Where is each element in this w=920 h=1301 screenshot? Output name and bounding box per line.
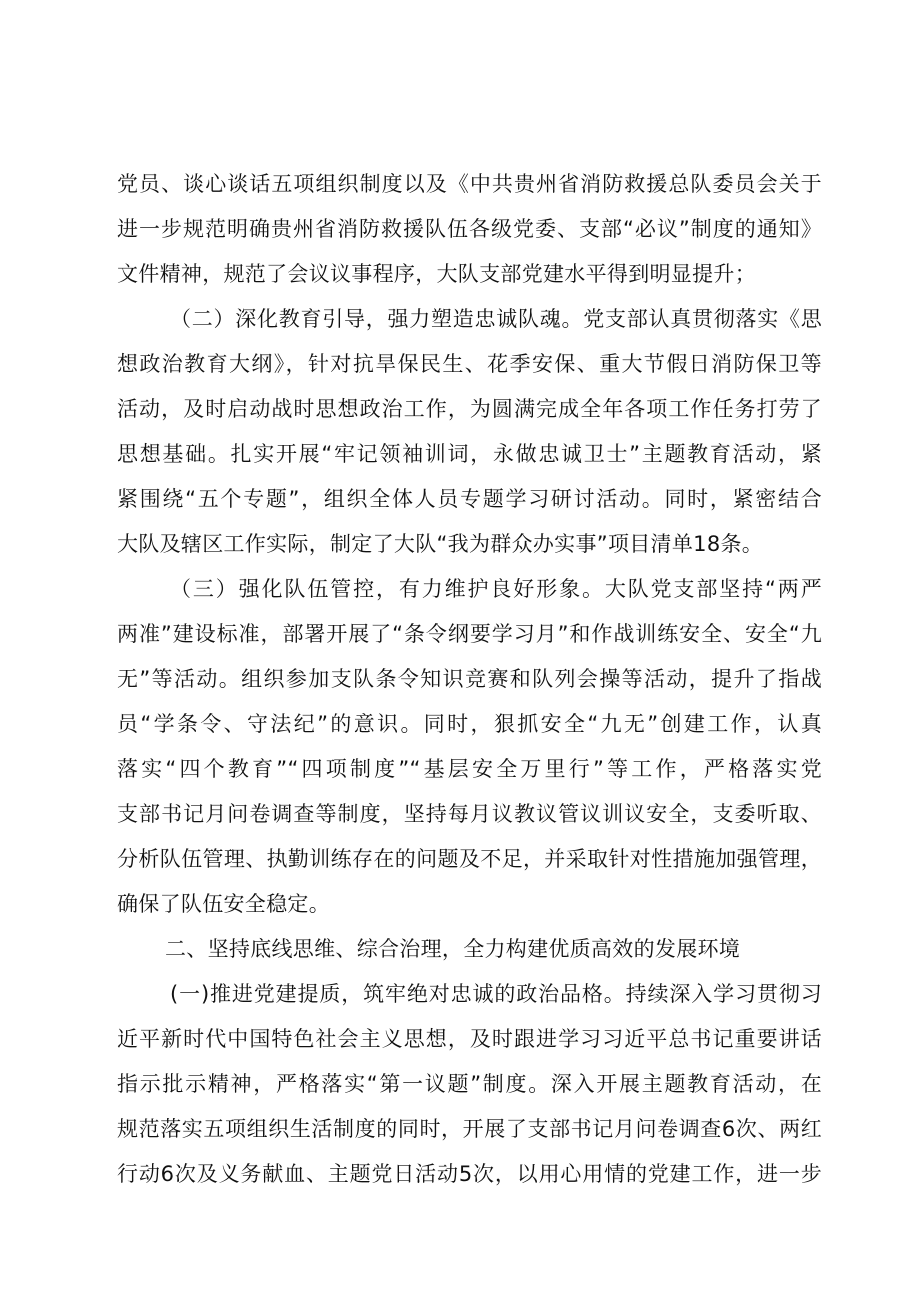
text-line: 近平新时代中国特色社会主义思想，及时跟进学习习近平总书记重要讲话 xyxy=(117,1027,822,1051)
text-line: 紧围绕“五个专题”，组织全体人员专题学习研讨活动。同时，紧密结合 xyxy=(117,487,822,511)
text-line: 进一步规范明确贵州省消防救援队伍各级党委、支部“必议”制度的通知》 xyxy=(117,217,822,241)
text-line: 行动6次及义务献血、主题党日活动5次，以用心用情的党建工作，进一步 xyxy=(117,1162,822,1186)
text-line: 活动，及时启动战时思想政治工作，为圆满完成全年各项工作任务打劳了 xyxy=(117,397,822,421)
paragraph-start-line: （二）深化教育引导，强力塑造忠诚队魂。党支部认真贯彻落实《思 xyxy=(170,307,822,331)
text-line: 规范落实五项组织生活制度的同时，开展了支部书记月问卷调查6次、两红 xyxy=(117,1117,822,1141)
text-line: 指示批示精神，严格落实“第一议题”制度。深入开展主题教育活动，在 xyxy=(117,1072,822,1096)
text-line: 思想基础。扎实开展“牢记领袖训词，永做忠诚卫士”主题教育活动，紧 xyxy=(117,442,822,466)
text-line: 文件精神，规范了会议议事程序，大队支部党建水平得到明显提升； xyxy=(117,262,756,286)
text-line: 想政治教育大纲》，针对抗旱保民生、花季安保、重大节假日消防保卫等 xyxy=(117,352,822,376)
paragraph-start-line: (一)推进党建提质，筑牢绝对忠诚的政治品格。持续深入学习贯彻习 xyxy=(170,982,822,1006)
text-line: 无”等活动。组织参加支队条令知识竞赛和队列会操等活动，提升了指战 xyxy=(117,667,822,691)
paragraph-start-line: （三）强化队伍管控，有力维护良好形象。大队党支部坚持“两严 xyxy=(170,577,822,601)
text-line: 确保了队伍安全稳定。 xyxy=(117,892,330,916)
text-line: 党员、谈心谈话五项组织制度以及《中共贵州省消防救援总队委员会关于 xyxy=(117,172,822,196)
text-line: 分析队伍管理、执勤训练存在的问题及不足，并采取针对性措施加强管理， xyxy=(117,847,822,871)
text-line: 支部书记月问卷调查等制度，坚持每月议教议管议训议安全，支委听取、 xyxy=(117,802,822,826)
text-line: 落实“四个教育”“四项制度”“基层安全万里行”等工作，严格落实党 xyxy=(117,757,822,781)
section-heading: 二、坚持底线思维、综合治理，全力构建优质高效的发展环境 xyxy=(165,937,741,961)
text-line: 两准”建设标准，部署开展了“条令纲要学习月”和作战训练安全、安全“九 xyxy=(117,622,822,646)
text-line: 员“学条令、守法纪”的意识。同时，狠抓安全“九无”创建工作，认真 xyxy=(117,712,822,736)
text-line: 大队及辖区工作实际，制定了大队“我为群众办实事”项目清单18条。 xyxy=(117,532,764,556)
